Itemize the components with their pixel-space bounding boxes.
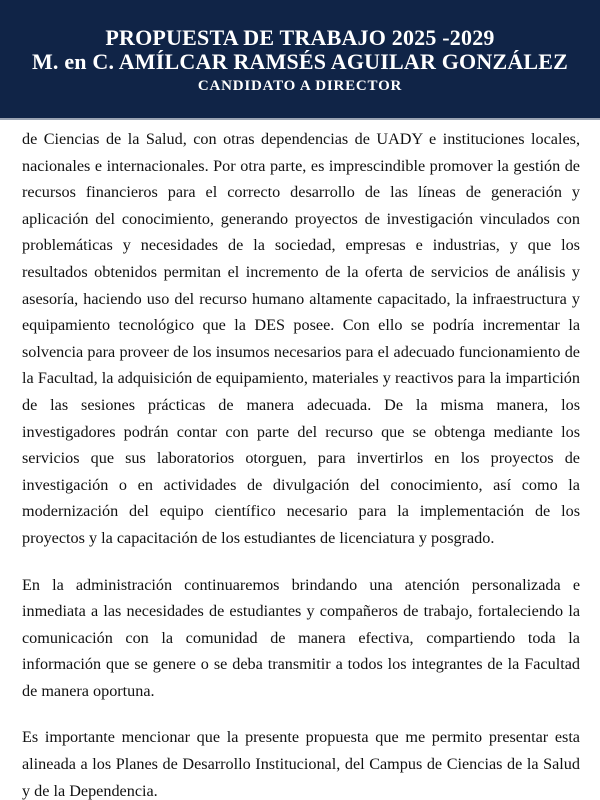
document-body [22, 126, 580, 800]
header-divider [0, 118, 600, 120]
body-paragraph-3: Es importante mencionar que la presente propuesta que me permito presentar esta alineada a los Planes de Desarrollo Institucional, del Campus de Ciencias de la Salud y de la Dependencia. [22, 728, 580, 800]
document-title: PROPUESTA DE TRABAJO 2025 -2029 [105, 25, 495, 50]
document-header [0, 0, 600, 118]
candidate-role: CANDIDATO A DIRECTOR [197, 78, 403, 94]
candidate-name: M. en C. AMÍLCAR RAMSÉS AGUILAR GONZÁLEZ [31, 49, 569, 74]
body-paragraph-1: de Ciencias de la Salud, con otras dependencias de UADY e instituciones locales, nacionales e internacionales. Por otra parte, es imprescindible promover la gestión de recursos financieros para el correcto desarrollo de las líneas de generación y aplicación del conocimiento, generando proyectos de investigación vinculados con problemáticas y necesidades de la sociedad, empresas e industrias, y que los resultados obtenidos permitan el incremento de la oferta de servicios de análisis y asesoría, haciendo uso del recurso humano altamente capacitado, la infraestructura y equipamiento tecnológico que la DES posee. Con ello se podría incrementar la solvencia para proveer de los insumos necesarios para el adecuado funcionamiento de la Facultad, la adquisición de equipamiento, materiales y reactivos para la impartición de las sesiones prácticas de manera adecuada. De la misma manera, los investigadores podrán contar con parte del recurso que se obtenga mediante los servicios que sus laboratorios otorguen, para invertirlos en los proyectos de investigación o en actividades de divulgación del conocimiento, así como la modernización del equipo científico necesario para la implementación de los proyectos y la capacitación de los estudiantes de licenciatura y posgrado. [22, 130, 580, 547]
body-paragraph-2: En la administración continuaremos brindando una atención personalizada e inmediata a las necesidades de estudiantes y compañeros de trabajo, fortaleciendo la comunicación con la comunidad de manera efectiva, compartiendo toda la información que se genere o se deba transmitir a todos los integrantes de la Facultad de manera oportuna. [22, 575, 580, 700]
